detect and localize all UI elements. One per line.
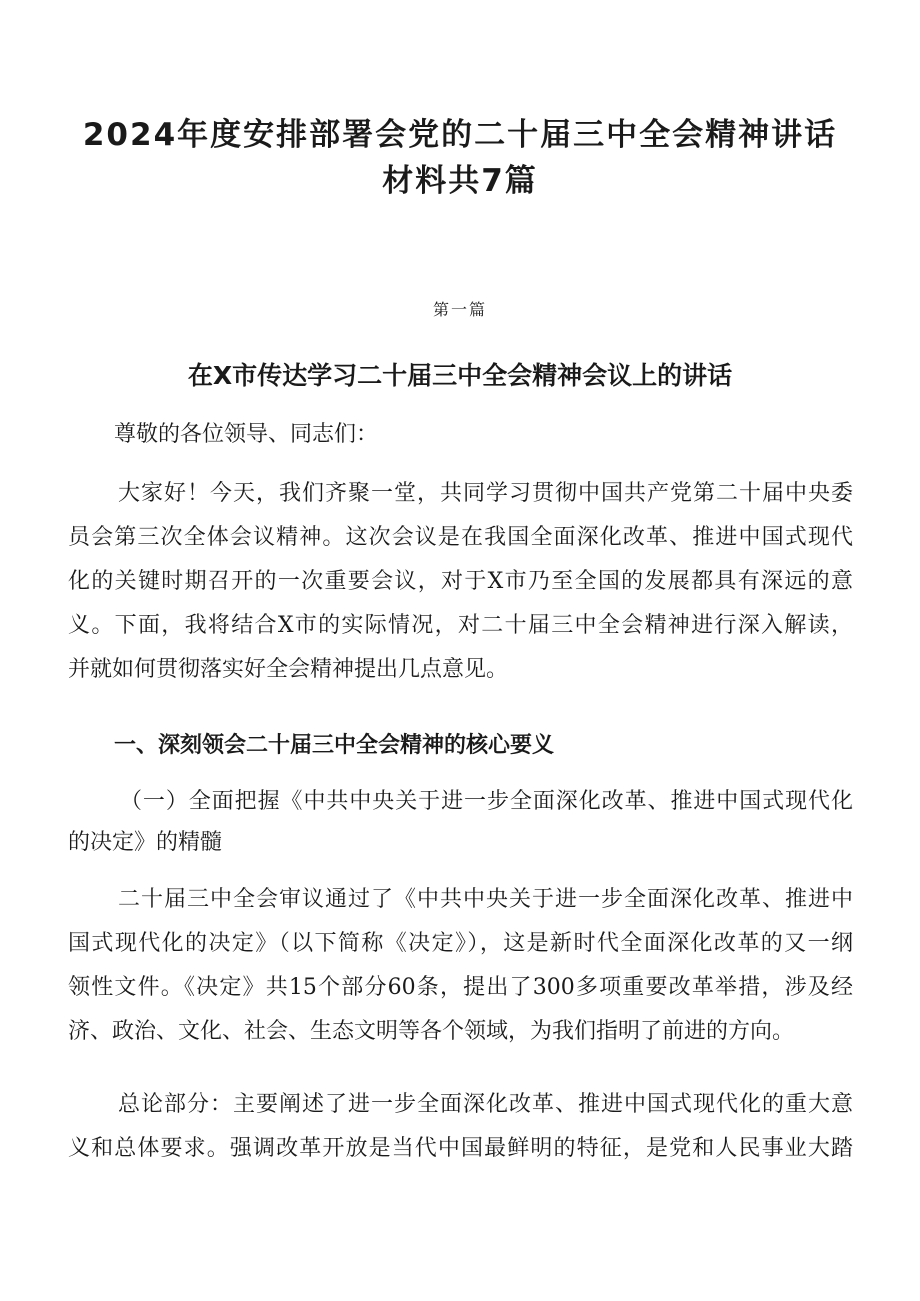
- paragraph-line: 济、政治、文化、社会、生态文明等各个领域，为我们指明了前进的方向。: [68, 1019, 795, 1044]
- paragraph-line: 大家好！今天，我们齐聚一堂，共同学习贯彻中国共产党第二十届中央委: [118, 481, 853, 506]
- subheading-line: 的决定》的精髓: [68, 830, 223, 855]
- subheading-line: （一）全面把握《中共中央关于进一步全面深化改革、推进中国式现代化: [120, 789, 853, 814]
- salutation: 尊敬的各位领导、同志们：: [114, 422, 379, 447]
- paragraph-line: 员会第三次全体会议精神。这次会议是在我国全面深化改革、推进中国式现代: [68, 525, 853, 550]
- paragraph-line: 并就如何贯彻落实好全会精神提出几点意见。: [68, 657, 509, 682]
- paragraph-line: 化的关键时期召开的一次重要会议，对于X市乃至全国的发展都具有深远的意: [68, 569, 853, 594]
- paragraph-line: 领性文件。《决定》共15个部分60条，提出了300多项重要改革举措，涉及经: [68, 975, 853, 1000]
- paragraph-line: 二十届三中全会审议通过了《中共中央关于进一步全面深化改革、推进中: [118, 887, 853, 912]
- paragraph-line: 义和总体要求。强调改革开放是当代中国最鲜明的特征，是党和人民事业大踏: [68, 1136, 853, 1161]
- section-heading: 一、深刻领会二十届三中全会精神的核心要义: [114, 733, 555, 758]
- document-title-line-1: 2024年度安排部署会党的二十届三中全会精神讲话: [82, 117, 838, 153]
- paragraph-line: 国式现代化的决定》（以下简称《决定》），这是新时代全面深化改革的又一纲: [68, 931, 853, 956]
- document-title-line-2: 材料共7篇: [382, 163, 538, 199]
- paragraph-line: 总论部分：主要阐述了进一步全面深化改革、推进中国式现代化的重大意: [118, 1092, 853, 1117]
- speech-title: 在X市传达学习二十届三中全会精神会议上的讲话: [187, 361, 733, 390]
- chapter-label: 第一篇: [432, 300, 487, 319]
- paragraph-line: 义。下面，我将结合X市的实际情况，对二十届三中全会精神进行深入解读，: [68, 613, 853, 638]
